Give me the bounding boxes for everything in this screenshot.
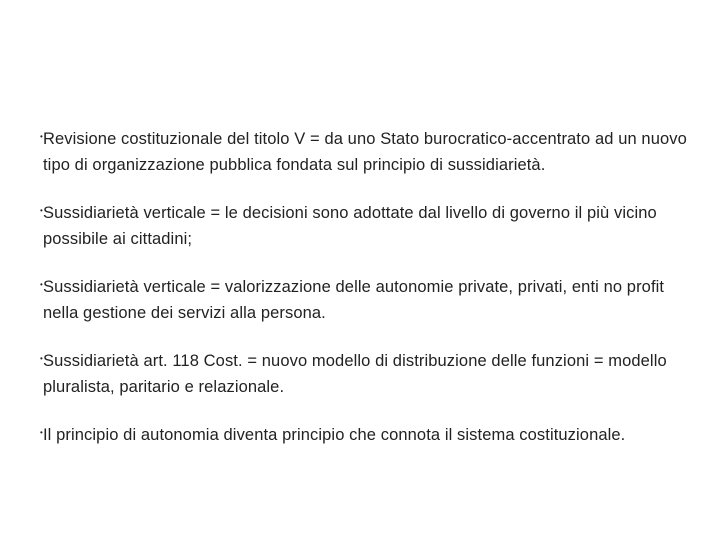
bullet-list <box>40 126 691 448</box>
bullet-dot-icon: • <box>40 132 43 141</box>
bullet-item-4 <box>40 348 691 400</box>
bullet-item-5 <box>40 422 691 448</box>
bullet-item-1 <box>40 126 691 178</box>
bullet-text: Sussidiarietà verticale = valorizzazione delle autonomie private, privati, enti no profit nella gestione dei servizi alla persona. <box>43 278 665 322</box>
bullet-dot-icon: • <box>40 206 43 215</box>
bullet-text: Sussidiarietà verticale = le decisioni sono adottate dal livello di governo il più vicino possibile ai cittadini; <box>43 204 657 248</box>
bullet-text: Revisione costituzionale del titolo V = da uno Stato burocratico-accentrato ad un nuovo tipo di organizzazione pubblica fondata sul principio di sussidiarietà. <box>43 130 687 174</box>
bullet-dot-icon: • <box>40 354 43 363</box>
bullet-text: Sussidiarietà art. 118 Cost. = nuovo modello di distribuzione delle funzioni = modello pluralista, paritario e relazionale. <box>43 352 667 396</box>
bullet-item-2 <box>40 200 691 252</box>
bullet-item-3 <box>40 274 691 326</box>
bullet-dot-icon: • <box>40 428 43 437</box>
bullet-dot-icon: • <box>40 280 43 289</box>
bullet-text: Il principio di autonomia diventa principio che connota il sistema costituzionale. <box>43 426 626 444</box>
